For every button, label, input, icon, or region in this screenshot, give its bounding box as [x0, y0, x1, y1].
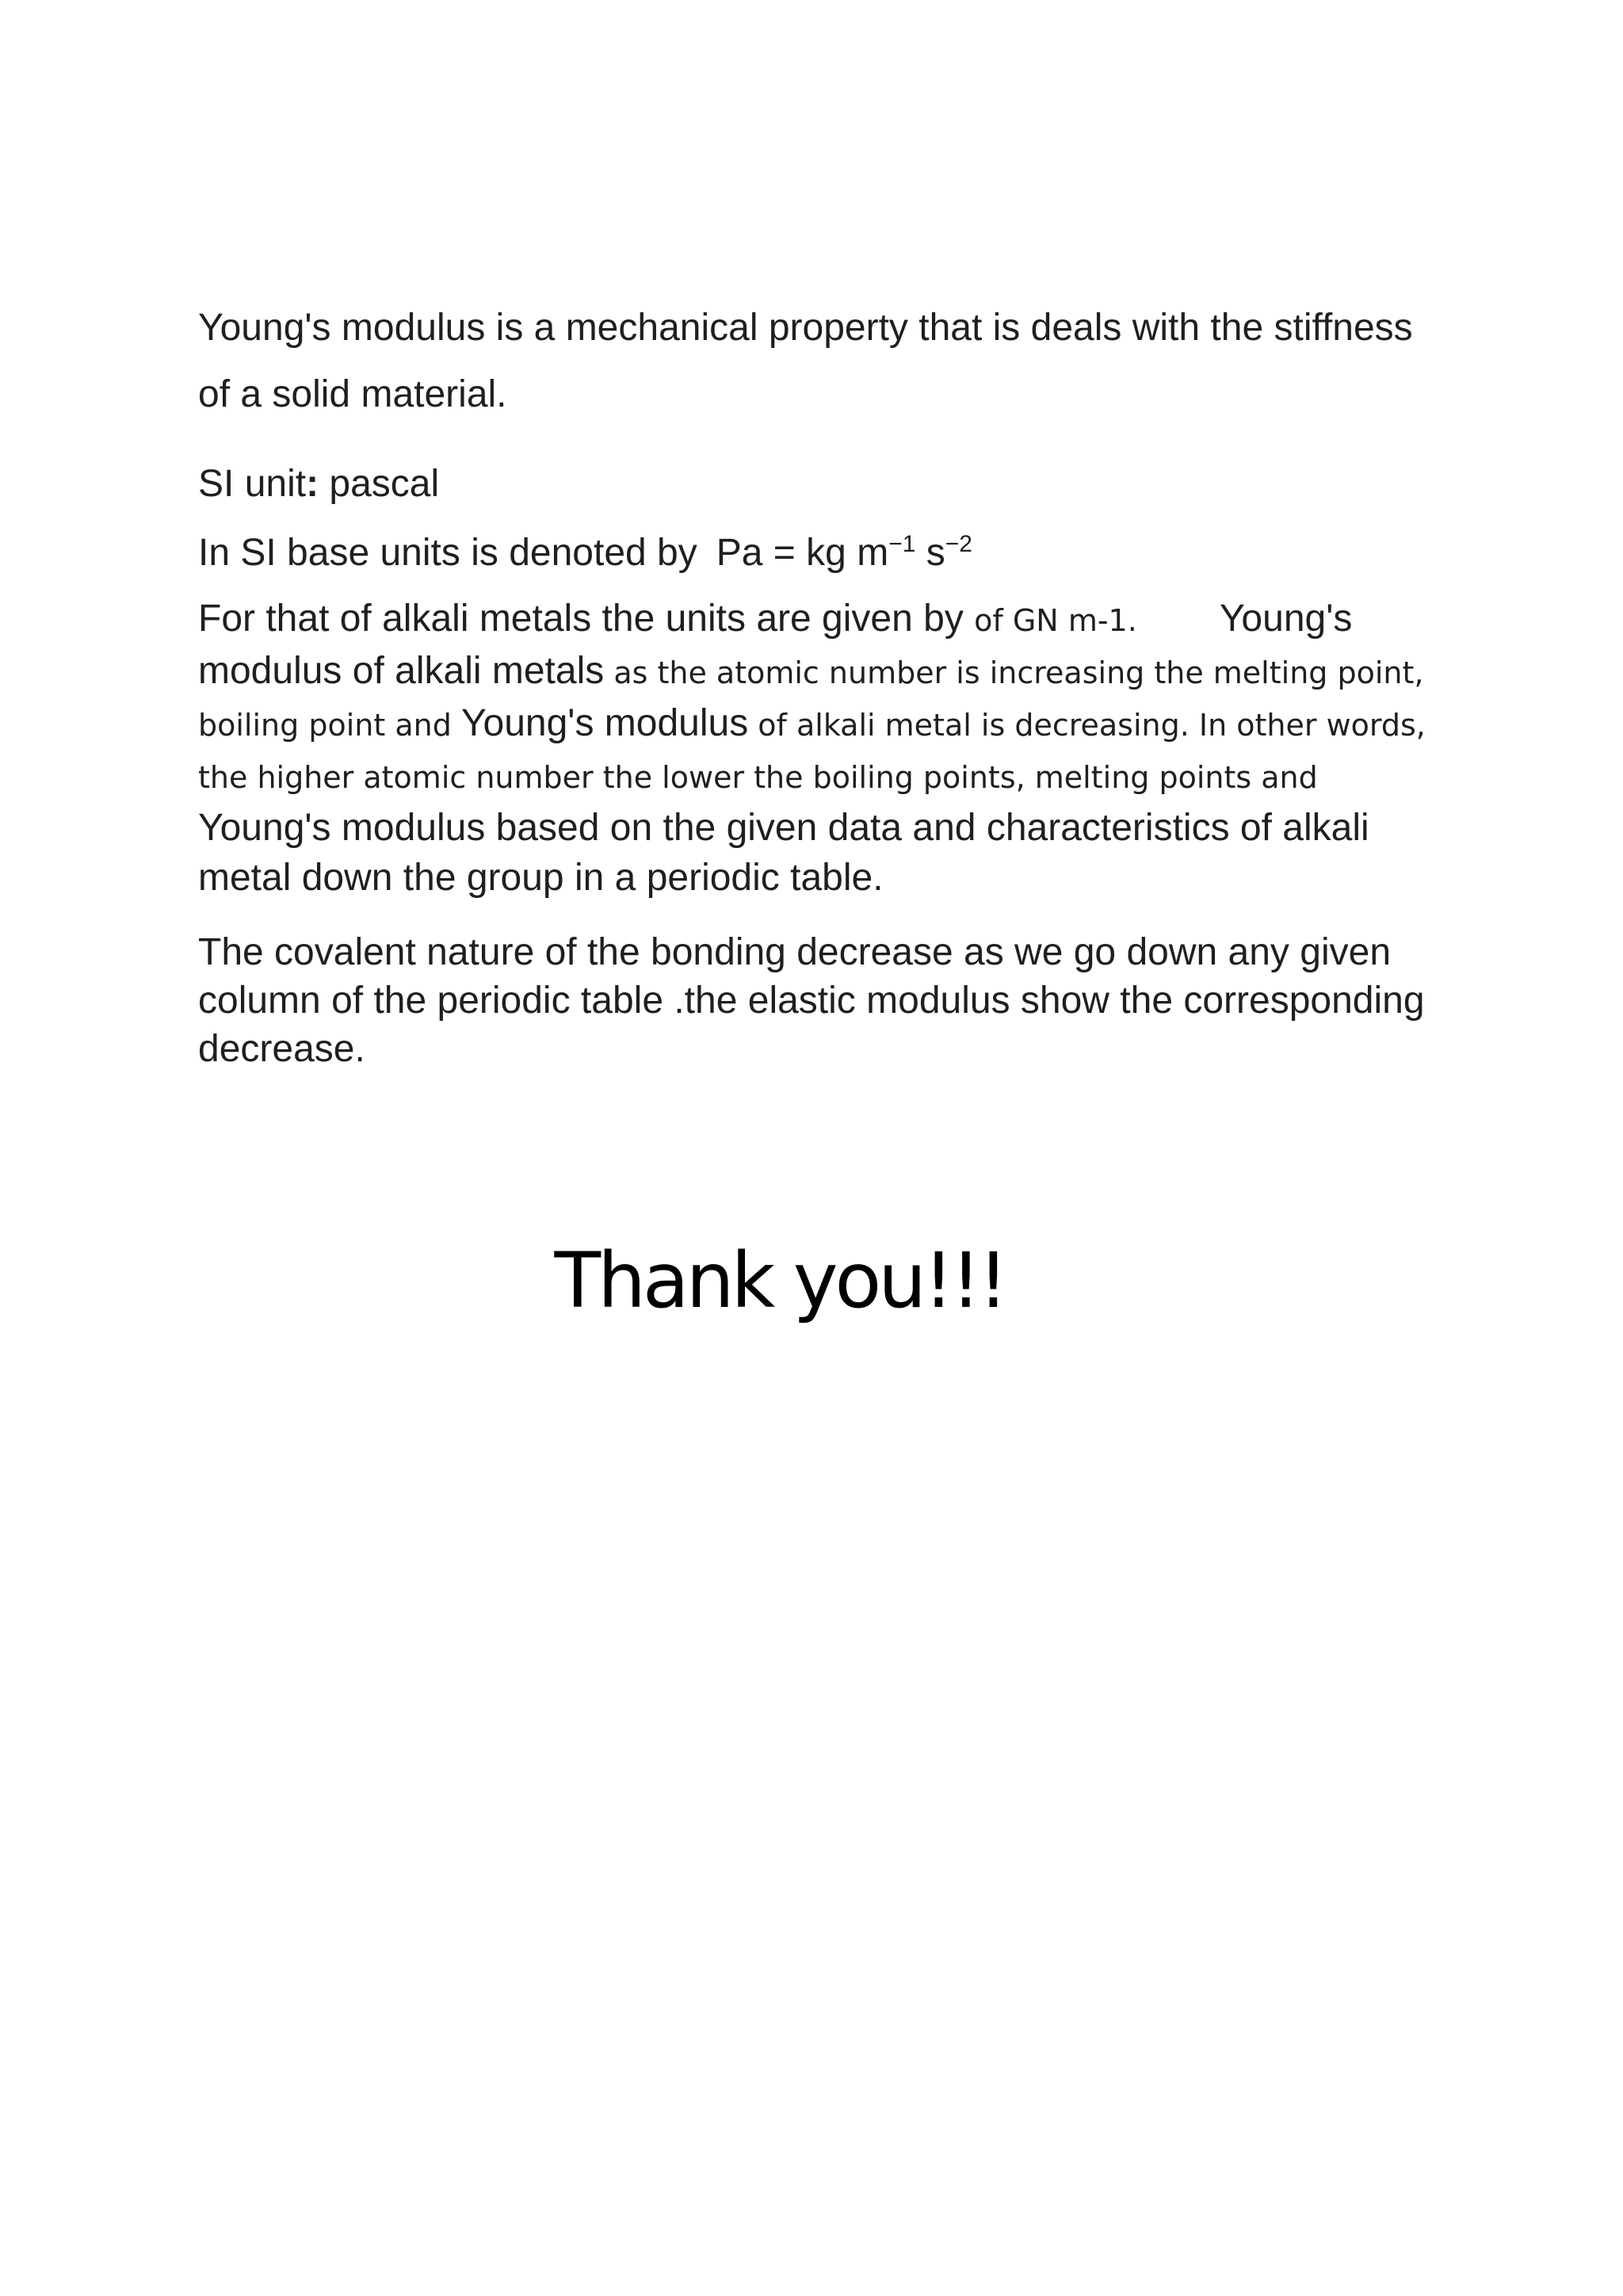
alkali-seg-2: of GN m-1.: [974, 602, 1137, 638]
si-unit-value: pascal: [319, 463, 440, 505]
formula-m-exponent: −1: [888, 531, 916, 558]
alkali-seg-7: Young's modulus based on the given data and characteristics of alkali metal down the group in a periodic table.: [198, 806, 1369, 899]
si-unit-colon: :: [306, 463, 319, 505]
alkali-metals-paragraph: [198, 594, 1434, 903]
definition-paragraph: Young's modulus is a mechanical property that is deals with the stiffness of a solid material.: [198, 307, 1413, 415]
si-unit-label: SI unit: [198, 463, 307, 505]
closing-heading: [0, 1236, 1623, 1325]
si-unit-line: [198, 460, 1434, 508]
formula-s: s: [915, 532, 945, 575]
closing-text: Thank you!!!: [554, 1236, 1006, 1325]
alkali-seg-4: as the atomic number is increasing the melting point, boiling point and: [198, 655, 1424, 743]
formula-pa: Pa = kg m: [716, 532, 889, 575]
formula-s-exponent: −2: [945, 531, 972, 558]
alkali-seg-6: of alkali metal is decreasing. In other words, the higher atomic number the lower the boiling points, melting points and: [198, 707, 1426, 795]
alkali-seg-1: For that of alkali metals the units are given by: [198, 597, 975, 640]
document-body: [198, 295, 1434, 1073]
alkali-seg-5: Young's modulus: [460, 701, 749, 744]
alkali-seg-3: Young's modulus of alkali metals: [198, 597, 1353, 692]
base-units-line: [198, 529, 1434, 577]
base-units-text: In SI base units is denoted by: [198, 532, 697, 575]
covalent-paragraph: The covalent nature of the bonding decrease as we go down any given column of the periodic table .the elastic modulus show the corresponding decrease.: [198, 930, 1425, 1070]
